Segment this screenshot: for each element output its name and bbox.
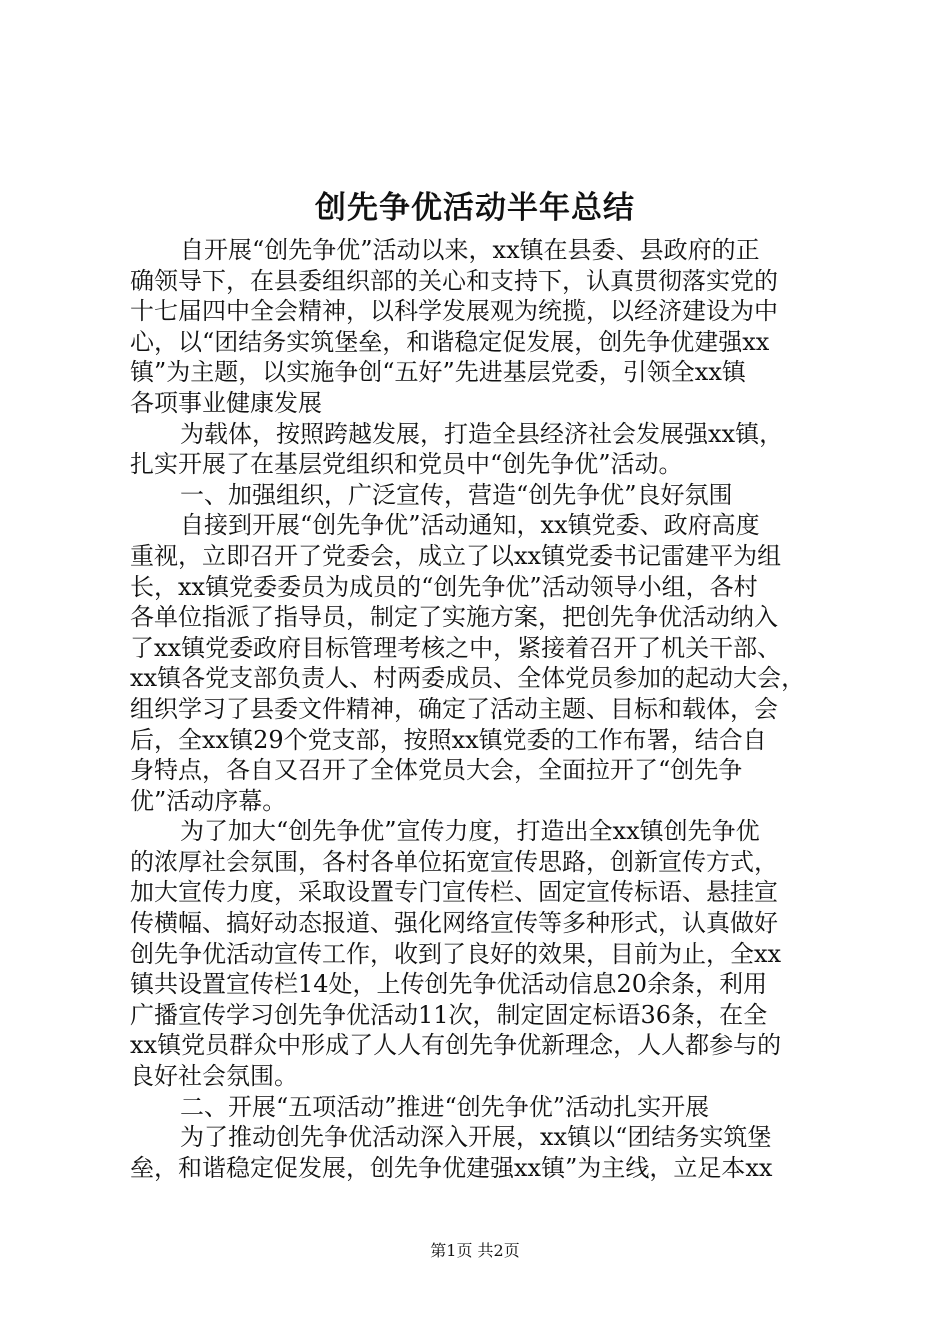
text-line: 优”活动序幕。	[130, 786, 287, 815]
text-line: 的浓厚社会氛围，各村各单位拓宽宣传思路，创新宣传方式，	[130, 847, 778, 876]
text-line: 长，xx镇党委委员为成员的“创先争优”活动领导小组，各村	[130, 572, 758, 601]
text-line: xx镇各党支部负责人、村两委成员、全体党员参加的起动大会，	[130, 664, 806, 693]
text-line: 十七届四中全会精神，以科学发展观为统揽，以经济建设为中	[130, 297, 778, 326]
document-title: 创先争优活动半年总结	[315, 190, 635, 226]
text-line: 为了加大“创先争优”宣传力度，打造出全xx镇创先争优	[180, 817, 760, 846]
text-line: 心，以“团结务实筑堡垒，和谐稳定促发展，创先争优建强xx	[130, 327, 770, 356]
text-line: 后，全xx镇29个党支部，按照xx镇党委的工作布署，结合自	[130, 725, 767, 754]
text-line: 传横幅、搞好动态报道、强化网络宣传等多种形式，认真做好	[130, 909, 778, 938]
text-line: 组织学习了县委文件精神，确定了活动主题、目标和载体，会	[130, 694, 778, 723]
text-line: 各项事业健康发展	[130, 388, 322, 417]
text-line: 了xx镇党委政府目标管理考核之中，紧接着召开了机关干部、	[130, 633, 782, 662]
text-line: 良好社会氛围。	[130, 1062, 298, 1091]
text-line: 各单位指派了指导员，制定了实施方案，把创先争优活动纳入	[130, 603, 778, 632]
section-heading: 二、开展“五项活动”推进“创先争优”活动扎实开展	[180, 1092, 710, 1121]
text-line: 创先争优活动宣传工作，收到了良好的效果，目前为止，全xx	[130, 939, 782, 968]
text-line: 广播宣传学习创先争优活动11次，制定固定标语36条，在全	[130, 1000, 768, 1029]
text-line: 确领导下，在县委组织部的关心和支持下，认真贯彻落实党的	[130, 266, 778, 295]
text-line: 自接到开展“创先争优”活动通知，xx镇党委、政府高度	[180, 511, 760, 540]
text-line: 垒，和谐稳定促发展，创先争优建强xx镇”为主线，立足本xx	[130, 1153, 773, 1182]
text-line: 为载体，按照跨越发展，打造全县经济社会发展强xx镇，	[180, 419, 784, 448]
text-line: 加大宣传力度，采取设置专门宣传栏、固定宣传标语、悬挂宣	[130, 878, 778, 907]
section-heading: 一、加强组织，广泛宣传，营造“创先争优”良好氛围	[180, 480, 733, 509]
text-line: 为了推动创先争优活动深入开展，xx镇以“团结务实筑堡	[180, 1123, 772, 1152]
text-line: 扎实开展了在基层党组织和党员中“创先争优”活动。	[130, 450, 683, 479]
text-line: 重视，立即召开了党委会，成立了以xx镇党委书记雷建平为组	[130, 541, 782, 570]
page-footer: 第1页 共2页	[430, 1241, 520, 1260]
text-line: 自开展“创先争优”活动以来，xx镇在县委、县政府的正	[180, 236, 760, 264]
text-line: 身特点，各自又召开了全体党员大会，全面拉开了“创先争	[130, 756, 743, 785]
document-body	[130, 235, 833, 1183]
text-line: xx镇党员群众中形成了人人有创先争优新理念，人人都参与的	[130, 1031, 782, 1060]
text-line: 镇共设置宣传栏14处，上传创先争优活动信息20余条，利用	[130, 970, 768, 999]
text-line: 镇”为主题，以实施争创“五好”先进基层党委，引领全xx镇	[130, 358, 746, 387]
